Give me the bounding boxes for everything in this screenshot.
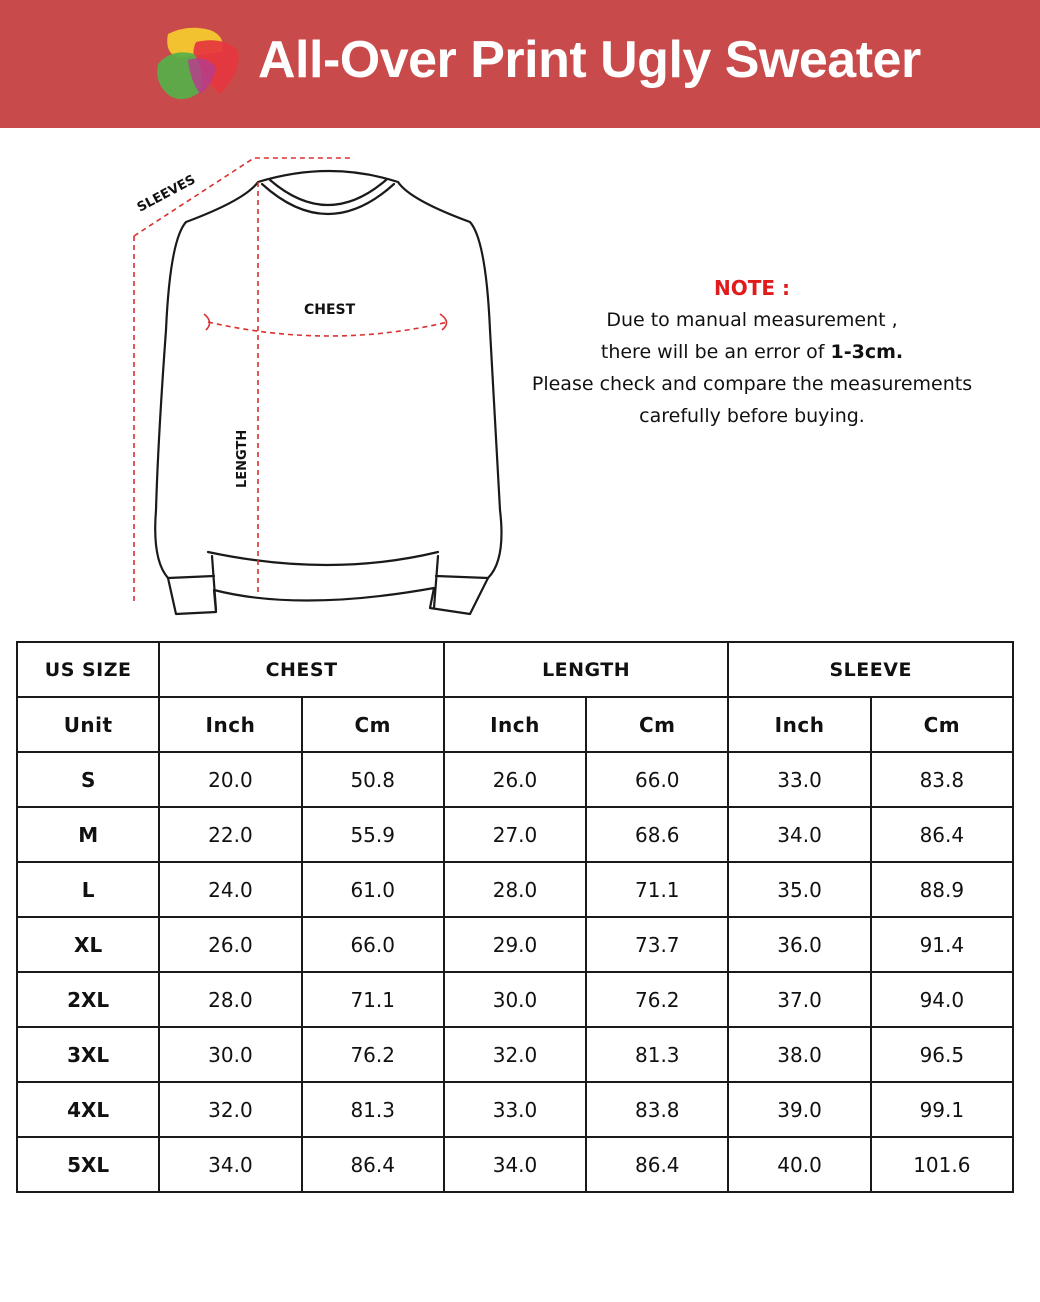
table-row bbox=[17, 862, 1013, 917]
table-cell: 73.7 bbox=[586, 917, 728, 972]
note-line-2-text: there will be an error of bbox=[600, 341, 831, 363]
table-cell: 96.5 bbox=[871, 1027, 1013, 1082]
sweater-outline bbox=[155, 171, 501, 614]
table-cell: 68.6 bbox=[586, 807, 728, 862]
table-cell: 40.0 bbox=[728, 1137, 870, 1192]
table-cell: 86.4 bbox=[871, 807, 1013, 862]
table-cell: 91.4 bbox=[871, 917, 1013, 972]
table-row bbox=[17, 1082, 1013, 1137]
sleeve-inch-header: Inch bbox=[728, 697, 870, 752]
table-cell: 83.8 bbox=[586, 1082, 728, 1137]
size-cell: XL bbox=[17, 917, 159, 972]
note-line-3: Please check and compare the measurements bbox=[531, 373, 973, 395]
table-cell: 32.0 bbox=[159, 1082, 301, 1137]
table-cell: 20.0 bbox=[159, 752, 301, 807]
size-cell: 4XL bbox=[17, 1082, 159, 1137]
size-cell: 3XL bbox=[17, 1027, 159, 1082]
table-row bbox=[17, 807, 1013, 862]
length-column-header: LENGTH bbox=[444, 642, 729, 697]
table-cell: 76.2 bbox=[302, 1027, 444, 1082]
chest-cm-header: Cm bbox=[302, 697, 444, 752]
sweater-diagram bbox=[120, 150, 520, 625]
note-error-range: 1-3cm. bbox=[830, 341, 904, 363]
size-column-header: US SIZE bbox=[17, 642, 159, 697]
table-cell: 76.2 bbox=[586, 972, 728, 1027]
length-cm-header: Cm bbox=[586, 697, 728, 752]
table-cell: 83.8 bbox=[871, 752, 1013, 807]
brand-logo-icon bbox=[150, 24, 246, 108]
table-cell: 37.0 bbox=[728, 972, 870, 1027]
size-cell: M bbox=[17, 807, 159, 862]
size-cell: S bbox=[17, 752, 159, 807]
table-row bbox=[17, 1137, 1013, 1192]
table-cell: 34.0 bbox=[444, 1137, 586, 1192]
table-cell: 22.0 bbox=[159, 807, 301, 862]
unit-row bbox=[17, 697, 1013, 752]
table-cell: 30.0 bbox=[159, 1027, 301, 1082]
table-row bbox=[17, 752, 1013, 807]
table-cell: 101.6 bbox=[871, 1137, 1013, 1192]
table-cell: 32.0 bbox=[444, 1027, 586, 1082]
sleeve-column-header: SLEEVE bbox=[728, 642, 1013, 697]
table-cell: 26.0 bbox=[159, 917, 301, 972]
size-cell: L bbox=[17, 862, 159, 917]
table-cell: 35.0 bbox=[728, 862, 870, 917]
table-cell: 66.0 bbox=[586, 752, 728, 807]
table-cell: 29.0 bbox=[444, 917, 586, 972]
measurement-note bbox=[520, 272, 984, 432]
table-cell: 38.0 bbox=[728, 1027, 870, 1082]
unit-label: Unit bbox=[17, 697, 159, 752]
table-cell: 50.8 bbox=[302, 752, 444, 807]
table-cell: 28.0 bbox=[444, 862, 586, 917]
table-cell: 86.4 bbox=[586, 1137, 728, 1192]
table-row bbox=[17, 1027, 1013, 1082]
table-cell: 88.9 bbox=[871, 862, 1013, 917]
table-cell: 86.4 bbox=[302, 1137, 444, 1192]
table-cell: 66.0 bbox=[302, 917, 444, 972]
length-label: LENGTH bbox=[235, 429, 250, 488]
page-title: All-Over Print Ugly Sweater bbox=[258, 31, 921, 89]
table-cell: 39.0 bbox=[728, 1082, 870, 1137]
size-rows bbox=[17, 752, 1013, 1192]
table-cell: 33.0 bbox=[728, 752, 870, 807]
size-cell: 2XL bbox=[17, 972, 159, 1027]
table-cell: 81.3 bbox=[586, 1027, 728, 1082]
chest-column-header: CHEST bbox=[159, 642, 444, 697]
header-banner bbox=[0, 0, 1040, 128]
table-cell: 34.0 bbox=[728, 807, 870, 862]
table-header-row bbox=[17, 642, 1013, 697]
sleeve-cm-header: Cm bbox=[871, 697, 1013, 752]
note-line-1: Due to manual measurement , bbox=[606, 309, 898, 331]
table-cell: 36.0 bbox=[728, 917, 870, 972]
note-line-2 bbox=[520, 336, 984, 368]
table-cell: 71.1 bbox=[302, 972, 444, 1027]
table-cell: 55.9 bbox=[302, 807, 444, 862]
table-cell: 94.0 bbox=[871, 972, 1013, 1027]
table-row bbox=[17, 972, 1013, 1027]
sleeves-label: SLEEVES bbox=[134, 172, 199, 216]
table-row bbox=[17, 917, 1013, 972]
size-cell: 5XL bbox=[17, 1137, 159, 1192]
table-cell: 33.0 bbox=[444, 1082, 586, 1137]
chest-inch-header: Inch bbox=[159, 697, 301, 752]
table-cell: 61.0 bbox=[302, 862, 444, 917]
note-title: NOTE : bbox=[713, 276, 790, 300]
note-line-4: carefully before buying. bbox=[639, 405, 865, 427]
table-cell: 99.1 bbox=[871, 1082, 1013, 1137]
table-cell: 81.3 bbox=[302, 1082, 444, 1137]
size-chart-table bbox=[16, 641, 1014, 1193]
chest-label: CHEST bbox=[304, 302, 356, 318]
chest-measure-line bbox=[208, 322, 448, 336]
table-cell: 24.0 bbox=[159, 862, 301, 917]
table-cell: 30.0 bbox=[444, 972, 586, 1027]
table-cell: 34.0 bbox=[159, 1137, 301, 1192]
table-cell: 27.0 bbox=[444, 807, 586, 862]
table-cell: 28.0 bbox=[159, 972, 301, 1027]
table-cell: 71.1 bbox=[586, 862, 728, 917]
table-cell: 26.0 bbox=[444, 752, 586, 807]
length-inch-header: Inch bbox=[444, 697, 586, 752]
